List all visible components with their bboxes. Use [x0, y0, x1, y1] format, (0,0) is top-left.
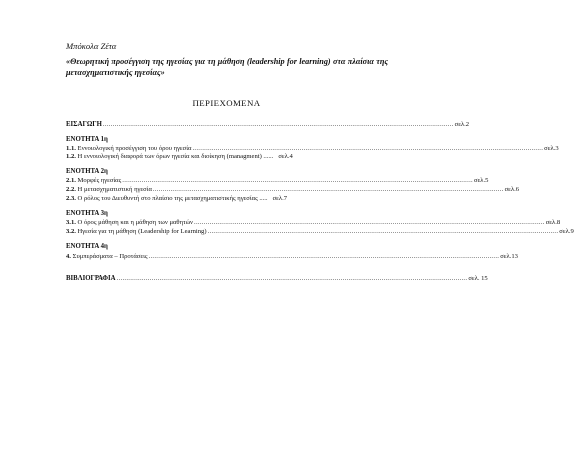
toc-entry-intro	[66, 121, 470, 129]
toc-entry	[66, 177, 489, 185]
toc-entry	[66, 219, 561, 227]
toc-entry-text: Η μετασχηματιστική ηγεσία	[75, 186, 152, 193]
dot-leader: ....................................................................................................................................................................................	[152, 186, 504, 193]
author-name: Μπόκολα Ζέτα	[66, 41, 117, 51]
dot-leader: ....................................................................................................................................................................................	[148, 253, 500, 260]
toc-entry-text: Ηγεσία για τη μάθηση (Leadership for Learning)	[75, 228, 207, 235]
toc-page-number: σελ. 15	[468, 275, 488, 282]
dot-leader: ....................................................................................................................................................................................	[122, 177, 473, 184]
toc-entry-number: 2.2.	[66, 186, 76, 193]
toc-page-number: σελ.5	[473, 177, 489, 184]
toc-entry-label	[66, 195, 268, 203]
toc-page-number: σελ.7	[272, 195, 288, 202]
toc-page-number: σελ.2	[454, 121, 470, 128]
toc-unit-title: ΕΝΟΤΗΤΑ 3η	[66, 210, 108, 217]
toc-entry-label	[66, 219, 193, 227]
dot-leader: ....................................................................................................................................................................................	[116, 275, 468, 282]
toc-entry-text: Εννοιολογική προσέγγιση του όρου ηγεσία	[75, 145, 192, 152]
toc-entry-label: ΒΙΒΛΙΟΓΡΑΦΙΑ	[66, 275, 116, 282]
toc-entry-number: 1.1.	[66, 145, 76, 152]
toc-unit-title: ΕΝΟΤΗΤΑ 2η	[66, 168, 108, 175]
toc-unit-title: ΕΝΟΤΗΤΑ 4η	[66, 243, 108, 250]
toc-entry	[66, 228, 574, 236]
toc-entry	[66, 153, 389, 161]
toc-entry-number: 4.	[66, 253, 71, 260]
dot-leader: ....................................................................................................................................................................................	[207, 228, 559, 235]
toc-entry-number: 3.2.	[66, 228, 76, 235]
toc-entry-label	[66, 153, 273, 161]
toc-entry-label	[66, 228, 207, 236]
dot-leader: ....................................................................................................................................................................................	[192, 145, 544, 152]
toc-entry	[66, 195, 389, 203]
dot-leader: ....................................................................................................................................................................................	[194, 219, 545, 226]
toc-page-number: σελ.6	[504, 186, 520, 193]
toc-entry-number: 2.3.	[66, 195, 76, 202]
toc-entry-label	[66, 253, 148, 261]
toc-entry-number: 3.1.	[66, 219, 76, 226]
toc-entry-number: 1.2.	[66, 153, 76, 160]
toc-entry-text: Μορφές ηγεσίας	[75, 177, 122, 184]
toc-page-number: σελ.3	[544, 145, 559, 152]
toc-entry-label	[66, 145, 191, 153]
toc-entry-text: Η εννοιολογική διαφορά των όρων ηγεσία και διοίκηση (managment) ......	[75, 153, 274, 160]
toc-entry-label	[66, 186, 152, 194]
toc-entry-label: ΕΙΣΑΓΩΓΗ	[66, 121, 102, 128]
toc-page-number: σελ.9	[559, 228, 574, 235]
toc-page-number: σελ.13	[500, 253, 518, 260]
toc-heading: ΠΕΡΙΕΧΟΜΕΝΑ	[192, 98, 261, 108]
toc-entry	[66, 145, 559, 153]
toc-page-number: σελ.8	[545, 219, 561, 226]
toc-entry	[66, 186, 520, 194]
document-subtitle: «Θεωρητική προσέγγιση της ηγεσίας για τη μάθηση (leadership for learning) στα πλαίσια της μετασχηματιστικής ηγεσίας»	[66, 57, 388, 77]
toc-entry-text: Ο ρόλος του Διευθυντή στο πλαίσιο της μετασχηματιστικής ηγεσίας .....	[75, 195, 268, 202]
toc-entry	[66, 253, 518, 261]
toc-entry-text: Ο όρος μάθηση και η μάθηση των μαθητών	[75, 219, 194, 226]
toc-entry-label	[66, 177, 121, 185]
toc-entry-number: 2.1.	[66, 177, 76, 184]
toc-unit-title: ΕΝΟΤΗΤΑ 1η	[66, 136, 108, 143]
toc-entry-text: Συμπεράσματα – Προτάσεις	[70, 253, 148, 260]
dot-leader: ....................................................................................................................................................................................	[102, 121, 454, 128]
toc-entry-bibliography	[66, 275, 488, 283]
toc-page-number: σελ.4	[278, 153, 293, 160]
